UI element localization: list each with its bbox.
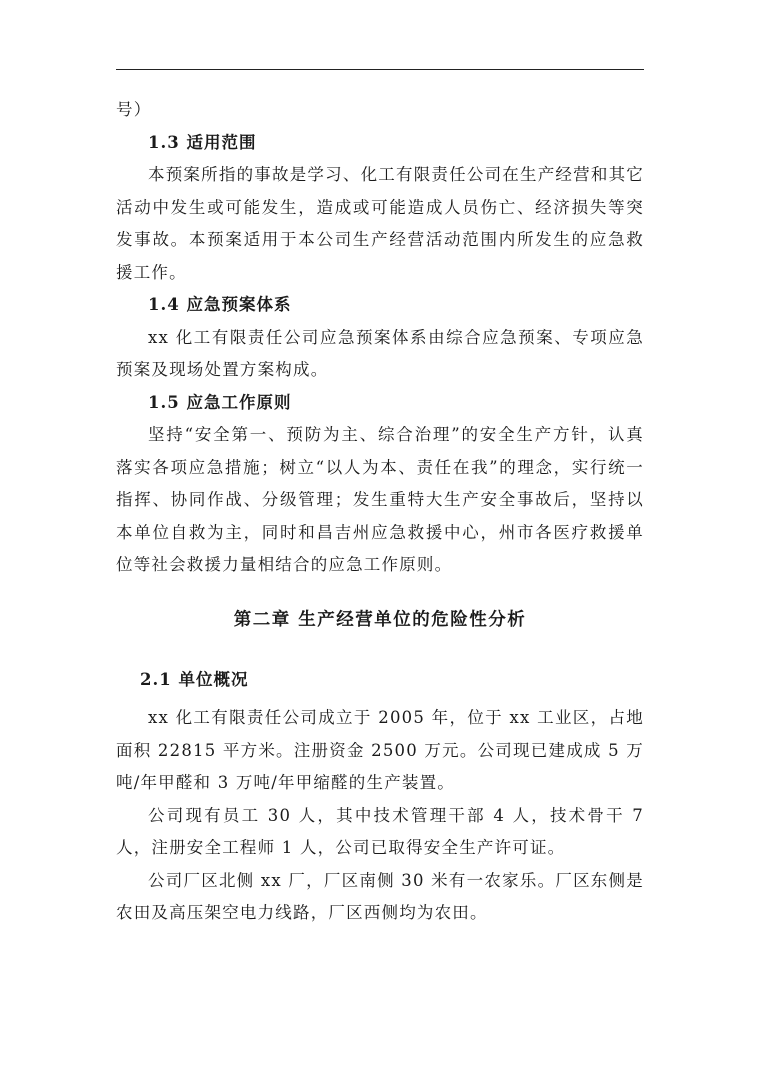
header-rule [116, 69, 644, 70]
chapter-2-title: 第二章 生产经营单位的危险性分析 [233, 609, 527, 630]
heading-2-1: 2.1 单位概况 [140, 669, 249, 689]
heading-1-4: 1.4 应急预案体系 [148, 295, 292, 314]
heading-1-3: 1.3 适用范围 [148, 132, 257, 152]
paragraph-2-1-a: xx 化工有限责任公司成立于 2005 年，位于 xx 工业区，占地面积 22815 平方米。注册资金 2500 万元。公司现已建成成 5 万吨/年甲醛和 3 万吨/年甲缩醛的生产装置。 [116, 708, 644, 792]
paragraph-1-4: xx 化工有限责任公司应急预案体系由综合应急预案、专项应急预案及现场处置方案构成。 [116, 327, 644, 379]
heading-1-5: 1.5 应急工作原则 [148, 392, 292, 412]
continued-fragment: 号） [116, 100, 152, 119]
paragraph-2-1-b: 公司现有员工 30 人，其中技术管理干部 4 人，技术骨干 7 人，注册安全工程师 1 人，公司已取得安全生产许可证。 [116, 805, 644, 857]
paragraph-1-5: 坚持“安全第一、预防为主、综合治理”的安全生产方针，认真落实各项应急措施；树立“以人为本、责任在我”的理念，实行统一指挥、协同作战、分级管理；发生重特大生产安全事故后，坚持以本单位自救为主，同时和昌吉州应急救援中心，州市各医疗救援单位等社会救援力量相结合的应急工作原则。 [116, 425, 644, 574]
paragraph-2-1-c: 公司厂区北侧 xx 厂，厂区南侧 30 米有一农家乐。厂区东侧是农田及高压架空电力线路，厂区西侧均为农田。 [116, 870, 644, 922]
document-body [116, 94, 644, 930]
paragraph-1-3: 本预案所指的事故是学习、化工有限责任公司在生产经营和其它活动中发生或可能发生，造成或可能造成人员伤亡、经济损失等突发事故。本预案适用于本公司生产经营活动范围内所发生的应急救援工作。 [116, 165, 644, 282]
